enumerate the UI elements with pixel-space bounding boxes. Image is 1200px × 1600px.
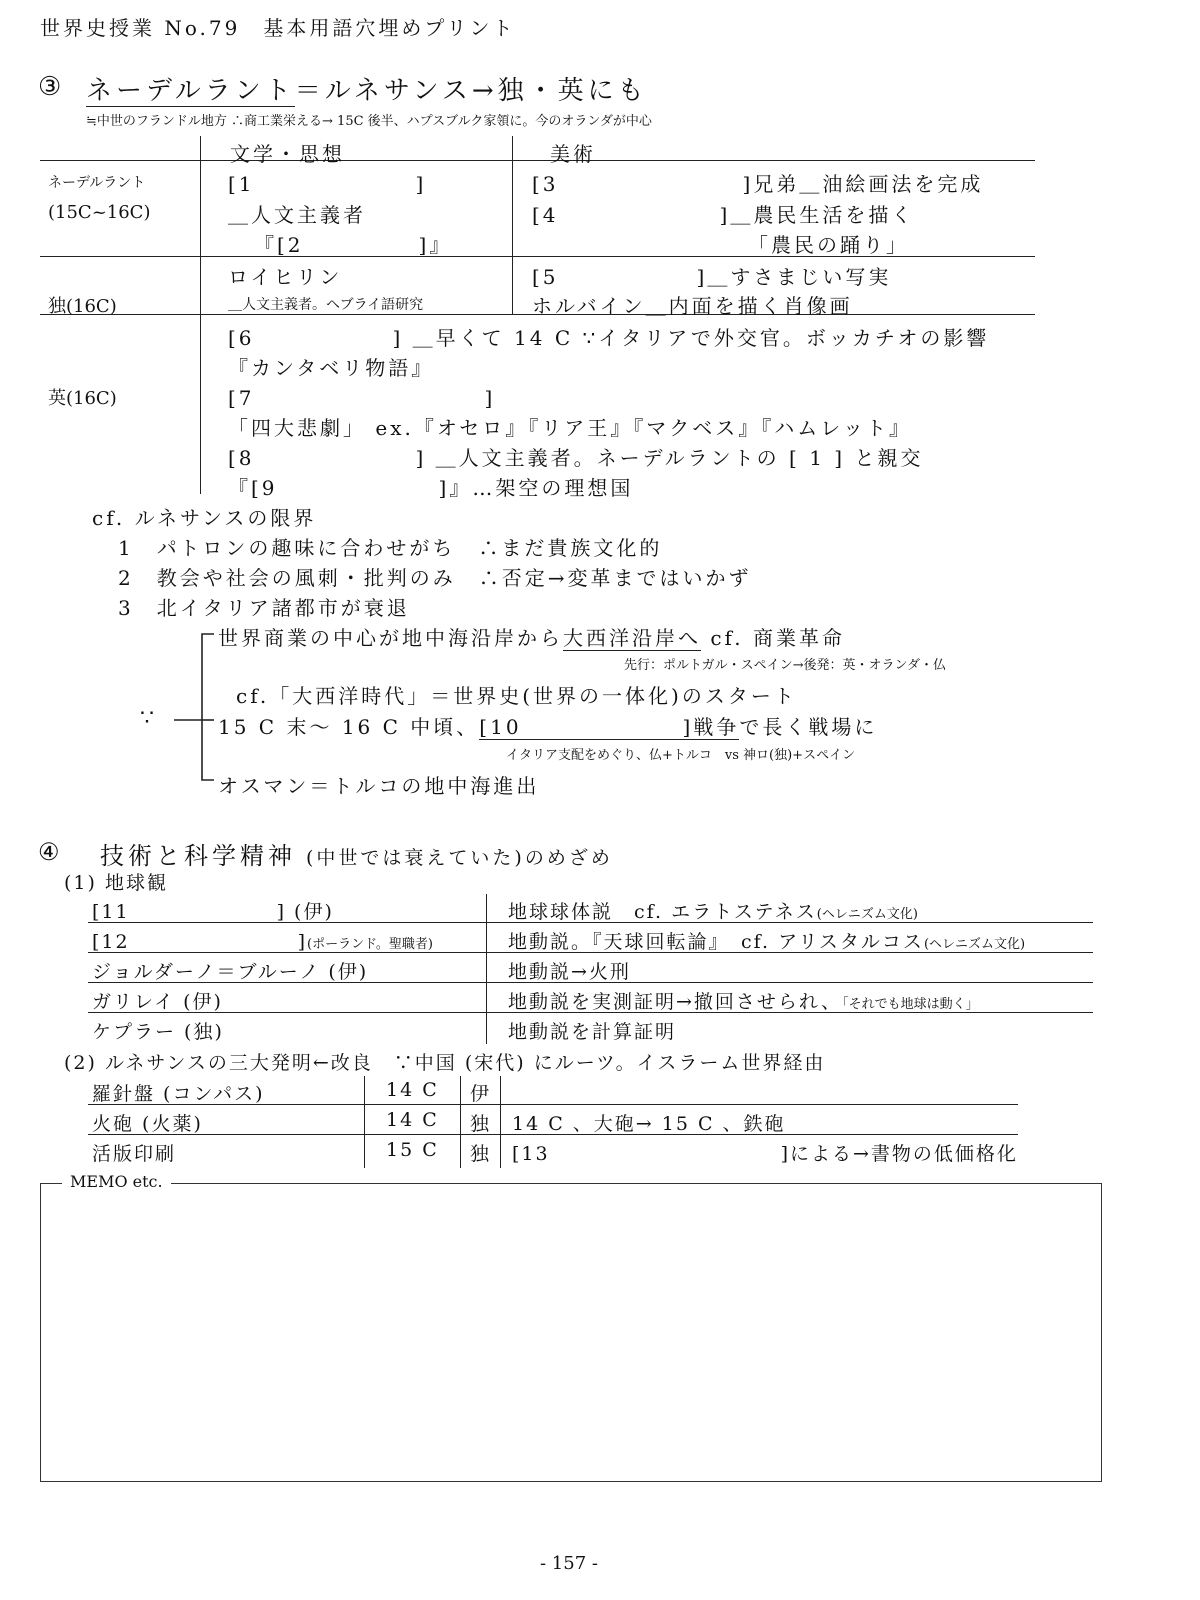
- inv-row-1-name: 羅針盤 (コンパス): [92, 1083, 265, 1105]
- inv-row-2-country: 独: [470, 1113, 492, 1135]
- memo-box[interactable]: [40, 1183, 1102, 1482]
- earth-row-1-person: [11 ] (伊): [92, 901, 334, 923]
- earth-row-4-theory-text: 地動説を実測証明→撤回させられ、: [508, 991, 843, 1013]
- limits-item-3: 3 北イタリア諸都市が衰退: [118, 596, 410, 620]
- nl-art-1: [3 ]兄弟＿油絵画法を完成: [532, 172, 984, 196]
- reason-1-text: 世界商業の中心が地中海沿岸から: [218, 626, 563, 650]
- inv-vline-1: [364, 1076, 365, 1168]
- en-line-6: 『[9 ]』…架空の理想国: [228, 476, 634, 500]
- earth-row-4-person: ガリレイ (伊): [92, 991, 223, 1013]
- page-title: 世界史授業 No.79 基本用語穴埋めプリント: [40, 16, 516, 40]
- de-lit-2: ＿人文主義者。ヘブライ語研究: [228, 297, 424, 313]
- earth-row-4-note: 「それでも地球は動く」: [842, 997, 979, 1012]
- memo-label: MEMO etc.: [62, 1172, 171, 1191]
- earth-row-1-theory: [508, 897, 918, 924]
- section4-sub1: (1) 地球観: [64, 872, 168, 894]
- section4-title: [100, 836, 613, 871]
- earth-row-5-theory: 地動説を計算証明: [508, 1021, 677, 1043]
- earth-row-2-person: [92, 927, 433, 954]
- earth-row-2-note: (ヘレニズム文化): [923, 937, 1026, 952]
- de-art-2: ホルバイン＿内面を描く肖像画: [532, 294, 853, 318]
- reason-1-cf: cf. 商業革命: [701, 626, 845, 650]
- reason-3-rest: で長く戦場に: [739, 715, 878, 739]
- section4-title-sub: (中世では衰えていた)のめざめ: [306, 847, 613, 869]
- inv-row-3-name: 活版印刷: [92, 1143, 177, 1165]
- inv-row-3-detail: [13 ]による→書物の低価格化: [512, 1143, 1018, 1165]
- inv-vline-2: [460, 1076, 461, 1168]
- en-line-4: 「四大悲劇」 ex.『オセロ』『リア王』『マクベス』『ハムレット』: [228, 416, 913, 440]
- section3-marker: ③: [38, 72, 62, 102]
- en-line-2: 『カンタベリ物語』: [228, 356, 435, 380]
- en-line-5: [8 ] ＿人文主義者。ネーデルラントの [ 1 ] と親交: [228, 446, 924, 470]
- reason-4: オスマン＝トルコの地中海進出: [218, 774, 540, 798]
- inv-row-1-century: 14 C: [386, 1079, 439, 1101]
- inv-row-2-name: 火砲 (火薬): [92, 1113, 203, 1135]
- earth-row-5-person: ケプラー (独): [92, 1021, 224, 1043]
- title-rest: ＝ルネサンス→独・英にも: [294, 76, 648, 106]
- section3-note: ≒中世のフランドル地方 ∴商工業栄える→ 15C 後半、ハプスブルク家領に。今のオランダが中心: [86, 114, 652, 129]
- period-nl: (15C~16C): [48, 202, 151, 223]
- en-line-1: [6 ] ＿早くて 14 C ∵イタリアで外交官。ボッカチオの影響: [228, 326, 990, 350]
- reason-3-note: イタリア支配をめぐり、仏+トルコ vs 神ロ(独)+スペイン: [506, 748, 856, 763]
- because-symbol: ∵: [140, 706, 157, 731]
- nl-lit-3: 『[2 ]』: [254, 233, 453, 257]
- reason-1-note: 先行：ポルトガル・スペイン→後発：英・オランダ・仏: [624, 658, 946, 673]
- inv-vline-3: [500, 1076, 501, 1168]
- inv-row-2-detail: 14 C 、大砲→ 15 C 、鉄砲: [512, 1113, 786, 1135]
- inv-row-3-country: 独: [470, 1143, 492, 1165]
- inv-row-3-century: 15 C: [386, 1139, 439, 1161]
- reason-1: [218, 622, 845, 651]
- reason-2: cf.「大西洋時代」＝世界史(世界の一体化)のスタート: [236, 684, 797, 708]
- earth-row-4-theory: [508, 987, 979, 1014]
- table-vline-1: [200, 136, 201, 494]
- col-header-art: 美術: [550, 142, 596, 166]
- reason-3-text: 15 C 末～ 16 C 中頃、: [218, 715, 480, 739]
- en-line-3: [7 ]: [228, 386, 496, 410]
- earth-row-1-note: (ヘレニズム文化): [816, 907, 918, 922]
- earth-row-1-theory-text: 地球球体説 cf. エラトステネス: [508, 901, 817, 923]
- title-underlined: ネーデルラント: [86, 76, 295, 106]
- region-en: 英(16C): [48, 388, 117, 409]
- earth-row-2-person-text: [12 ]: [92, 931, 308, 953]
- section3-title: [86, 70, 648, 107]
- earth-row-2-theory: [508, 927, 1025, 954]
- nl-art-3: 「農民の踊り」: [748, 233, 909, 257]
- inv-row-1-country: 伊: [470, 1083, 492, 1105]
- limits-item-1: 1 パトロンの趣味に合わせがち ∴まだ貴族文化的: [118, 536, 663, 560]
- reason-3-underlined: [10 ]戦争: [479, 715, 740, 739]
- table-top-line: [40, 160, 1035, 161]
- earth-row-3-person: ジョルダーノ＝ブルーノ (伊): [92, 961, 369, 983]
- earth-row-2-theory-text: 地動説。『天球回転論』 cf. アリスタルコス: [508, 931, 924, 953]
- reason-1-underlined: 大西洋沿岸へ: [563, 626, 701, 650]
- limits-title: cf. ルネサンスの限界: [92, 506, 317, 530]
- inv-row-2-century: 14 C: [386, 1109, 439, 1131]
- region-de: 独(16C): [48, 296, 117, 317]
- reason-3: [218, 711, 877, 740]
- de-art-1: [5 ]＿すさまじい写実: [532, 265, 892, 289]
- region-nl: ネーデルラント: [48, 175, 146, 191]
- section4-marker: ④: [38, 838, 60, 866]
- earth-table-vline: [486, 894, 487, 1044]
- nl-art-2: [4 ]＿農民生活を描く: [532, 203, 915, 227]
- section4-sub2: (2) ルネサンスの三大発明←改良 ∵中国 (宋代) にルーツ。イスラーム世界経由: [64, 1052, 826, 1074]
- section4-title-main: 技術と科学精神: [100, 842, 296, 870]
- nl-lit-2: ＿人文主義者: [228, 203, 366, 227]
- table-vline-2: [512, 136, 513, 314]
- earth-row-3-theory: 地動説→火刑: [508, 961, 631, 983]
- limits-item-2: 2 教会や社会の風刺・批判のみ ∴否定→変革まではいかず: [118, 566, 752, 590]
- page-number: - 157 -: [540, 1553, 598, 1574]
- de-lit-1: ロイヒリン: [228, 265, 343, 289]
- nl-lit-1: [1 ]: [228, 172, 427, 196]
- col-header-lit: 文学・思想: [230, 142, 345, 166]
- earth-row-2-person-note: (ポーランド。聖職者): [307, 937, 433, 952]
